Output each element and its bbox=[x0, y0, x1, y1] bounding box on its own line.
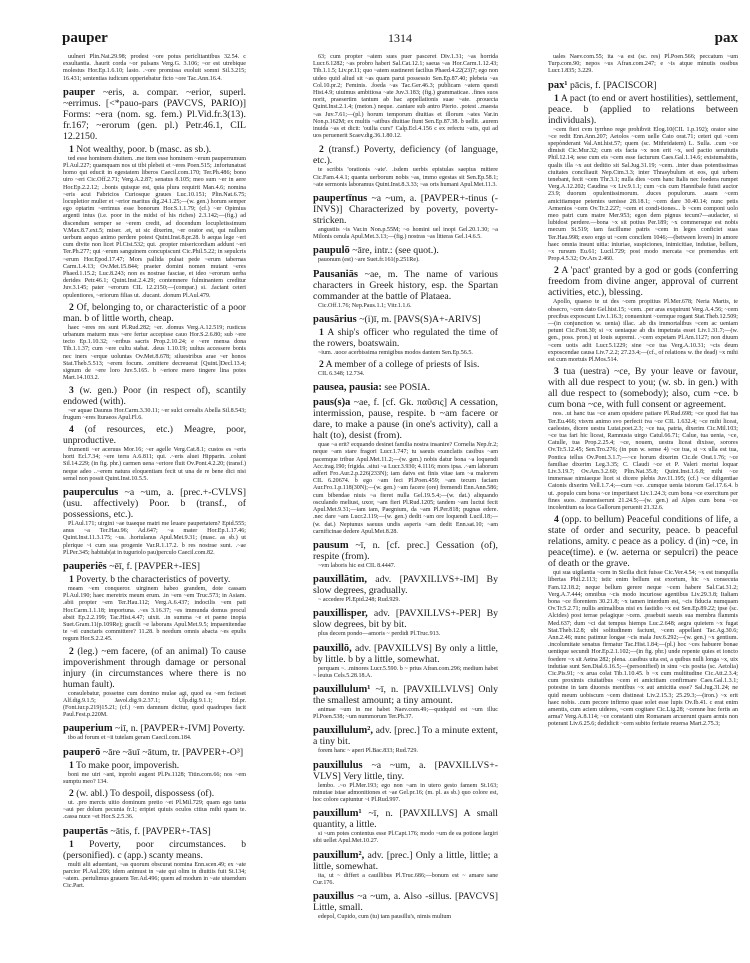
sense-number: 1 bbox=[554, 92, 559, 104]
citation-text: meam ~em conqueror. uirginem habeo grandem, dote cassam Pl.Aul.190; haec meretrix meum erum. .in ~em ~em Truc.573; in Asiam. .abii propter ~em Ter.Hau.112; Verg.A.6.437; indocilis ~em pati Hor.Carm.1.1.18; importuna. .~es 3.16.37; ~es immunda domus procul absit Ep.2.2.199; Tac.Hist.4.47; uixit. .in summa ~e et paene inopia Suet.Gram.11(p.109Re); gracili ~e laborans Apul.Met.9.5; impaenitendae te ~ei cunctaris committere? 11.28. b needum omnis abacta ~es epulis regum Hor.S.2.2.45. bbox=[63, 585, 246, 643]
headword: paupertīnus bbox=[313, 193, 368, 205]
dictionary-entry bbox=[313, 684, 498, 721]
headword: pausum bbox=[313, 539, 349, 551]
dictionary-entry bbox=[548, 80, 738, 729]
citation-text: haec ~eres res sunt Pl.Rud.282; ~er. .domus Verg.A.12.519; rusticus urbanum maturm mus ~ere fertur accepisse cauo Hor.S.2.6.80; sub ~ere tecto Ep.1.10.32; ~eribus sacris Prop.2.10.24; e ~ere mensa dona Tib.1.1.37; cum ~ere cultu stabat. .deus 1.10.19; uultus accessere bonis nec iners ~erque uoluntas Ov.Met.8.678; siluestribus arae ~er honos Stat.Theb.5.513; ~erem focum. .omittere decreuerat [Quint.]Decl.13.4; signum de ~ere loro Juv.5.165. b ~eriore mero tingere lina potes Mart.14.103.2. bbox=[63, 324, 246, 382]
citation-text: te scribis 'orationis ~ate'. .isdem uerbis epistulas saepius mittere Cic.Fam.4.4.1; quanta uerborum nobis ~as, immo egestas sit Sen.Ep.58.1; ~ate sermonis laboramus Quint.Inst.8.3.33; ~as oris humani Apul.Met.11.3. bbox=[313, 167, 498, 188]
sense-definition bbox=[63, 144, 246, 155]
headword: pauxillulum², bbox=[313, 725, 374, 737]
sense-definition bbox=[548, 93, 738, 126]
citation-text: perquam ~. .minores Lucr.5.590. b ~ prius Afran.com.296; medium habet ~ leuius Cels.5.28.18.A. bbox=[313, 665, 498, 679]
headword: pauxillātim, bbox=[313, 574, 367, 586]
grammar-etymology: ~ātis, f. [PAVPER+-TAS] bbox=[110, 825, 211, 837]
citation-text: plus decem pondo—amoris ~ perdidi Pl.Truc.913. bbox=[318, 631, 441, 638]
grammar-etymology: ~ae, m. The name of various characters in Greek history, esp. the Spartan commander at the battle of Plataea. bbox=[313, 268, 498, 302]
citation-text: consulebatur, possetne cum domino mulae agi, quod ea ~em fecisset Alf.dig.9.1.5; Javol.dig.9.2.37.1; Ulp.dig.9.1.1; Ed.pr.(Font.iur.p.219)15.21; (cf.) ~em damnum dicitur, quod quadrupes facit Paul.Fest.p.220M. bbox=[63, 690, 246, 719]
sense-definition bbox=[63, 574, 246, 585]
dictionary-entry bbox=[63, 54, 246, 83]
entry-head bbox=[313, 382, 498, 393]
headword: pauxillum², bbox=[313, 849, 365, 861]
headword: pauperō bbox=[63, 746, 101, 758]
headword: pauxillus bbox=[313, 890, 354, 902]
citation-text: edepol, Cupido, cum (tu) tam pausillu's, nimis multum bbox=[318, 913, 452, 920]
entry-head bbox=[313, 891, 498, 913]
headword: pauper bbox=[63, 86, 96, 98]
entry-head bbox=[313, 725, 498, 747]
headword: pausea, pausia: bbox=[313, 382, 382, 394]
sense-text: A member of a college of priests of Isis. bbox=[325, 359, 480, 371]
citation-text: ut. .pro mercis uitio dominum pretio ~et Pl.Mil.729; quam ego tanta ~aui per dolum pecunia fr.1; eripiet quiuis oculos citius mihi quam te. .cassa nuce ~et Hor.S.2.5.36. bbox=[63, 799, 246, 821]
citation-text: forem hanc ~ aperi Pl.Bac.833; Rud.729. bbox=[318, 748, 418, 755]
entry-head bbox=[313, 397, 498, 441]
headword: pauxillum¹ bbox=[313, 808, 362, 820]
entry-head bbox=[63, 826, 246, 837]
sense-definition bbox=[63, 424, 246, 446]
grammar-etymology: ~ī, n. [cf. prec.] Cessation (of), respite (from). bbox=[313, 539, 498, 562]
grammar-etymology: pācis, f. [PACISCOR] bbox=[569, 79, 657, 91]
headword: pauperiēs bbox=[63, 560, 107, 572]
headword: pauxillulus bbox=[313, 759, 363, 771]
grammar-etymology: adv. [prec.] Only a little, little; a little, somewhat. bbox=[313, 849, 498, 872]
headword: paus(s)a bbox=[313, 397, 351, 409]
sense-number: 1 bbox=[69, 573, 74, 585]
citation-text: boni me uiri ~ant, inprobi augent Pl.Ps.1128; Titin.com.66; nos ~em sumptu meo? 134. bbox=[63, 771, 246, 785]
headword: pauxillulum¹ bbox=[313, 683, 371, 695]
citation-text: nos. .ut hanc tua ~ce aram opsidere patiare Pl.Rud.698; ~ce quod fiat tua Ter.Eu.466; visvm animo svo perfecit tva ~ce CIL 1.632.4; ~ce mihi liceat, caelestes, dicere uestra Lutat.poet.2.3; ~ce tua, patria, dixerim Cic.Mil.103; ~ce tua fari hic liceat, Ramnusia uirgo Catul.66.71; Calue, tua uenia, ~ce, Catulle, tua Prop.2.25.4; ~ce, nouem, uestra liceat dixisse, sorores Ov.Tr.5.12.45; Sen.Tro.276; (in pun w. sense 4) ~ce tua, si ~x ulla est tua, Pontica tellus Ov.Pont.3.1.7;—~ce horum dixerim Cic.de Orat.1.76; ~ce familiae dixerim Leg.3.35; C. Claudi ~ce et P. Valeri mortui loquar Liv.3.19.7; Ov.Am.3.2.60; Plin.Nat.35.8; Quint.Inst.1.6.8; mihi ~ce immensae nimiaeque licet si dicere plebis Juv.11.195; (cf.) ~ce diligentiae Catonis dixerim Vell.1.7.4;—cum ~ce. .cumque uenia istorum Gel.17.6.4. b ut. .populo cum bona ~ce imperitaret Liv.1.24.3; cum bona ~ce exercitum per fines suos. .transmiserunt 21.24.5;—(w. gen.) ad Alpes cum bona ~ce incolentium ea loca Gallorum peruenit 21.32.6. bbox=[548, 411, 738, 511]
sense-number: 2 bbox=[69, 787, 74, 799]
entry-head bbox=[313, 643, 498, 665]
dictionary-entry bbox=[313, 725, 498, 755]
dictionary-entry bbox=[313, 891, 498, 921]
citation-text: qui sua uigilantia ~cem in Sicilia dicit fuisse Cic.Ver.4.54; ~x est tranquilla libertas Phil.2.113; istic enim bellum est exortum, hic ~x consecuta Fam.12.18.2; neque bellum gerere neque ~cem habere Sal.Cat.31.2; Verg.A.7.444; omnibus ~cis modo incuriose agentibus Liv.29.3.8; Italiam bona ~ce florentem 30.21.8; ~x tamen interdum est, ~cis fiducia numquam Ov.Tr.5.2.71; nullis animalibus nisi ex fastidio ~x est Sen.Ep.89.22; ipse (sc. Alcides) post terrae pelagique ~cem. .praebuit saeuis sua membra flammis Med.637; dum ~ci dat tempus hiemps Luc.2.648; aegra quietem ~x fugat Stat.Theb.12.8; ubi solitudinem faciunt, ~cem appellant Tac.Ag.30.6; Ann.2.46; nunc patimur longae ~cis mala Juv.6.292;—(w. gen.) ~x gentium. .incolumitate senatus firmatur Tac.Hist.1.84;—(pl.) hoc ~ces habuere bonae uentique secundi Hor.Ep.2.1.102;—(in fig. phr.) unde repente quies et ioncto foedere ~x sit Aetna 282; plena. .casibus uita est, a quibus nulli longa ~x, uix indutiae sunt Sen.Dial.6.16.5;—(personified) in sinu ~cis posita (sc. Aetolia) Cic.Pis.91; ~x arua colat Tib.1.10.45. b ~x cum multitudine Cic.Att.2.3.4; cum proximis ciuitatibus ~cem et amicitiam confirmare Caes.Gal.1.3.1; potestne in tam diuorsis mentibus ~x aut amicitia esse? Sal.Jug.31.24; ne quid meum uobiscum ~cem distineat Liv.2.15.3; 25.29.3;—(iron.) ~x erit haec nobis. .cum pecore infirmo quae solet esse lupis Ov.Ib.41. c erat enim amentis, cum aciem uideres, ~cem cogitare Cic.Lig.28; ~cemne huc fertis an arma? Verg.A.8.114; ~ce constanti uim Romanam arcuerunt quam armis non poterant Liv.6.25.6; dedidicit ~cem subito feritate reuersa Mart.2.75.3; bbox=[548, 570, 738, 728]
entry-head bbox=[313, 245, 498, 256]
entry-head bbox=[313, 684, 498, 706]
sense-definition bbox=[63, 302, 246, 324]
sense-number: 2 bbox=[69, 301, 74, 313]
sense-definition bbox=[63, 839, 246, 861]
headword: pauxillō, bbox=[313, 642, 352, 654]
entry-head bbox=[313, 574, 498, 596]
citation-text: Apollo, quaeso te ut des ~cem propitius Pl.Mer.678; Neria Martis, te obsecro, ~cem dato Gel.hist.15; ~cem. .per aras exquirunt Verg.A.4.56; ~cem precibus exposcunt Liv.1.16.3; conueniunt ~cemque rogant Stat.Theb.12.509;—(in conjunction w. uenia) illac. .ab dis immortalibus ~cem ac ueniam petunt Cic.Font.30; si ~x ueniaque ab dis impetrata esset Liv.1.31.7;—(w. gen., poss. pron.) ut Iouis supremi. .~cem expetam Pl.Am.1127; non diuum ~cem uotis adit Lucr.5.1229; sine ~ce tua Verg.A.10.31; ~cis deum exposcendae causa Liv.7.2.2; 27.23.4;—(cf., of relations w. the dead) ~x mihi est cum mortuis Pl.Mos.514. bbox=[548, 299, 738, 364]
sense-definition bbox=[313, 359, 498, 370]
headword: pax¹ bbox=[548, 79, 568, 91]
page-number: 1314 bbox=[388, 31, 412, 45]
entry-head bbox=[63, 487, 246, 520]
sense-text: Of, belonging to, or characteristic of a poor man. b of little worth, cheap. bbox=[63, 301, 246, 324]
entry-head bbox=[63, 747, 246, 758]
sense-number: 2 bbox=[319, 359, 324, 371]
citation-text: Pl.Aul.171; uirgini ~ae tuaeque matri me leuare paupertatem? Epid.555; anus ~a Ter.Hau.96; Ad.647; ~a mater Hor.Ep.1.17.46; Quint.Inst.11.3.175; ~us. .hortulanus Apul.Met.9.31; (masc. as sb.) ut plerique ~i cum sua progenie Var.R.1.17.2. b res nostrae sunt. .~ae Pl.Per.345; habitab(at in tuguriolo pau)perculo Caecil.com.82. bbox=[63, 520, 246, 556]
dictionary-entry bbox=[63, 561, 246, 719]
dictionary-entry bbox=[313, 808, 498, 845]
running-header bbox=[62, 30, 738, 50]
citation-text: multi alii aduentant, ~as quorum obscurat nomina Enn.scen.49; ex ~ate parcior Pl.Aul.206; idem animust in ~ate qui olim in diuitiis fuit St.134; ~atem. .pertulimus grauem Ter.Ad.496; quem ad modum in ~ate uiuendum Cic.Part. bbox=[63, 861, 246, 890]
grammar-etymology: adv. [PAVXILLVS+-IM] By slow degrees, gradually. bbox=[313, 574, 498, 597]
dictionary-entry bbox=[63, 723, 246, 742]
running-head-right: pax bbox=[714, 30, 738, 46]
sense-definition bbox=[63, 646, 246, 690]
dictionary-entry bbox=[313, 314, 498, 378]
headword: pausārius bbox=[313, 313, 357, 325]
sense-text: To make poor, impoverish. bbox=[76, 759, 180, 771]
dictionary-entry bbox=[313, 193, 498, 241]
dictionary-entry bbox=[313, 760, 498, 805]
sense-text: (w. gen.) Poor (in respect of), scantily endowed (with). bbox=[63, 384, 247, 407]
sense-text: A ship's officer who regulated the time of the rowers, boatswain. bbox=[313, 326, 499, 349]
grammar-etymology: ~ae, f. [cf. Gk. παῦσις] A cessation, intermission, pause, respite. b ~am facere or dare, to make a pause (in one's activity), call a halt (to), desist (from). bbox=[313, 397, 498, 442]
sense-text: (opp. to bellum) Peaceful conditions of life, a state of order and security, peace. b peaceful relations, amity. c peace as a policy. d (in) ~ce, in peace(time). e (w. aeterna or sepulcri) the peace of death or the grave. bbox=[548, 514, 738, 570]
sense-definition bbox=[313, 144, 498, 166]
citation-text: lembo. .~o Pl.Mer.193; ego non ~am in utero gesto famem St.163; minutae istae admonitiones et ~ae Gel.pr.16; (m. pl. as sb.) quo colore est, hoc colore capiuntur ~i Pl.Rud.997. bbox=[313, 782, 498, 803]
sense-number: 3 bbox=[69, 384, 74, 396]
grammar-etymology: ~a ~um, a. [PAVPER+-tinus (-INVS)] Characterized by poverty, poverty-stricken. bbox=[313, 193, 499, 227]
grammar-etymology: adv. [PAVXILLVS+-PER] By slow degrees, bit by bit. bbox=[313, 608, 499, 631]
entry-head bbox=[313, 540, 498, 562]
sense-number: 4 bbox=[554, 514, 559, 526]
entry-head bbox=[63, 561, 246, 572]
sense-definition bbox=[548, 514, 738, 569]
headword: pauperium bbox=[63, 723, 113, 735]
sense-text: tua (uestra) ~ce, By your leave or favour, with all due respect to you; (w. sb. in gen.) with all due respect to (somebody); also, cum ~ce. b cum bona ~ce, with full consent or agreement. bbox=[548, 366, 738, 411]
entry-head bbox=[313, 608, 498, 630]
entry-head bbox=[313, 193, 498, 226]
sense-number: 2 bbox=[554, 265, 559, 277]
column-3 bbox=[548, 50, 738, 729]
dictionary-entry bbox=[313, 850, 498, 887]
grammar-etymology: ~(i)ī, m. [PAVS(S)A+-ARIVS] bbox=[359, 313, 481, 325]
sense-text: Poverty. b the characteristics of poverty. bbox=[76, 573, 231, 585]
citation-text: angustiis ~is Var.in Non.p.55M; ~o homini uel inopi Gel.20.1.30; ~a Milonis cenula Apul.Met.3.13;—(fig.) nostras ~as litteras Gel.14.6.5. bbox=[313, 227, 498, 241]
grammar-etymology: adv. [PAVXILLVS] By only a little, by little. b by a little, somewhat. bbox=[313, 642, 498, 665]
sense-definition bbox=[548, 366, 738, 410]
citation-text: animae ~um in me habet Naev.com.49;—quidquid est ~um illuc Pl.Poen.538; ~um nummorum Ter.Ph.37. bbox=[313, 706, 498, 721]
entry-head bbox=[313, 314, 498, 325]
grammar-etymology: ~iī, n. [PAVPER+-IVM] Poverty. bbox=[115, 723, 245, 735]
headword: paupulō bbox=[313, 245, 350, 257]
entry-head bbox=[313, 850, 498, 872]
sense-number: 3 bbox=[554, 366, 559, 378]
citation-text: ita, ut ~ differt a cauillibus Pl.Truc.686;—bonum est ~ amare sane Cur.176. bbox=[313, 872, 498, 886]
dictionary-entry bbox=[313, 382, 498, 393]
citation-text: ted esse hominem diuitem. .me item esse hominem ~erum pauperrumum Pl.Aul.227; quamquam nos ui tibi plebeii et ~eres Poen.515; .infortunatust homo qui educit in egestatem liberos Caecil.com.170; Ter.Ph.486; bono uiro ~eri Cic.Off.2.71; Verg.A.2.87; senatus 8.105; meo sum ~er in aere Hor.Ep.2.2.12; ..bonis quisque est, quia plura requirit Man.4.6; nomina ~eris acui Fabricios Curiosque graues Luc.10.151; Plin.Nat.6.75; locupletior mulier et ~erior maritus dig.24.1.25;—(w. gen.) horum semper ego optarim ~errimus esse bonorum Hor.S.1.1.79; (cf.) ~er Opimius argenti intus (i.e. poor in the midst of his riches) 2.3.142;—(fig.) ad discendum semper se ~erem credit, ad docendum locupletissimum V.Max.8.7.ext.5; miser. .et, ut sic dixerim, ~er orator est, qui nullum uerbum aequo animo perdere potest Quint.Inst.8.pr.28. b aequa lege ~eri cum divite non licet Pl.Cist.532; qui. .propter misericordiam addunt ~eri Ter.Ph.277; qui ~erum sanguinem concupiscunt Cic.Phil.5.22; in sepulcris ~erum Hor.Epod.17.47; Mors pallida pulsat pede ~erum tabernas Carm.1.4.13; Ov.Met.15.844; praeter domini nomen mutant ~eres Phaed.1.15.2; Luc.8.243; non es nostrae fasciae, et ideo ~erorum uerba derides Petr.46.1; Quint.Inst.2.4.29; contemnere fulminantem creditur Juv.3.145; pater ~erorum CIL 12.2150;—(compar.) si. .faciant ceteri opulentiores, ~eriorum filias ut. .ducant. .donum Pl.Aul.479. bbox=[63, 155, 246, 299]
dictionary-entry bbox=[313, 643, 498, 680]
grammar-etymology: ~ī, n. [PAVXILLVS] A small quantity, a little. bbox=[313, 808, 498, 831]
entry-head bbox=[313, 760, 498, 782]
citation-text: ~ium. .uoce acerbissima remigibus modos dantem Sen.Ep.56.5. bbox=[318, 349, 473, 356]
sense-definition bbox=[63, 788, 246, 799]
sense-number: 1 bbox=[69, 759, 74, 771]
entry-head bbox=[63, 87, 246, 142]
grammar-etymology: ~āre ~āuī ~ātum, tr. [PAVPER+-O³] bbox=[102, 746, 244, 758]
dictionary-entry bbox=[313, 608, 498, 638]
grammar-etymology: ~eris, a. compar. ~erior, superl. ~errimus. [<*pauo-pars (PAVCVS, PARIO)] Forms: ~era (nom. sg. fem.) Pl.Vid.fr.3(13). fr.167; ~erorum (gen. pl.) Petr.46.1, CIL 12.2150. bbox=[63, 86, 246, 142]
sense-number: 1 bbox=[69, 143, 74, 155]
dictionary-entry bbox=[313, 397, 498, 536]
dictionary-entry bbox=[63, 487, 246, 557]
citation-text: uales Naev.com.55; ita ~a est (sc. res) Pl.Poen.566; peccatum ~um Turp.com.90; nepos ~us Afran.com.247; e ~is atque minutis ossibus Lucr.1.835; 3.229. bbox=[548, 54, 738, 75]
sense-text: (transf.) Poverty, deficiency (of language, etc.). bbox=[313, 144, 498, 167]
dictionary-entry bbox=[313, 54, 498, 140]
entry-head bbox=[548, 80, 738, 91]
citation-text: frumenti ~er aceruus Mor.16; ~er agelle Verg.Cat.8.1; custos es ~eris horti Ecl.7.34; ~ere terra A.6.811; qui. .~eris aluei Hipparin. .colunt Sil.14.229; (in fig. phr.) carmen uena ~eriore fluit Ov.Pont.4.2.20; (transf.) neque adeo ..~erem natura eloquentiam fecit ut una de re bene dici nisi semel non possit Quint.Inst.10.5.5. bbox=[63, 446, 246, 482]
entry-head bbox=[313, 808, 498, 830]
sense-text: A pact (to end or avert hostilities), settlement, peace. b (applied to relations between individuals). bbox=[548, 92, 738, 126]
sense-number: 2 bbox=[319, 144, 324, 156]
citation-text: ~ accedere Pl.Epid.248; Rud.929. bbox=[318, 597, 400, 604]
headword: Pausaniās bbox=[313, 268, 358, 280]
headword: paupertās bbox=[63, 825, 108, 837]
sense-text: Not wealthy, poor. b (masc. as sb.). bbox=[76, 143, 212, 155]
sense-definition bbox=[63, 760, 246, 771]
citation-text: ~cem fieri cvm tyrrhno rege prohibvit Elog.10(CIL 1.p.192); orator sine ~ce redit Enn.Ann.207; Aetolos ~cem uelle Cato orat.71; ceteri qui ~cem spepònderant Val.Ant.hist.57; quem (sc. Mithridatem) L. Sulla. .cum ~ce dimisit Cic.Mur.32; cum eis facta ~x non erit ~x, sed pactio seruitutis Phil.12.14; sese cum eis ~cem esse facturum Caes.Gal.1.14.6; existumabitis, qualis illa ~x aut deditio sit Sal.Jug.31.19; ~cem. .inter duas potentissimas ciuitates conciliauit Nep.Cim.3.3; inter Thrasybulum et eos, qui urbem tenebant, fecit ~cem Thr.3.1; nulla dies ~cem hanc Italis nec foedera rumpet Verg.A.12.202; Caudina ~x Liv.9.1.1; cum ~cis cum Hannibale fuisti auctor 23.9; duorum opulentissimorum. .duces populorum. .suam ~cem amicitiamque petentes uenisse 28.18.1; ~cem dare 30.40.14; nunc petis Armenios ~cem Ov.Tr.2.227; ~cem et condi-tiones... b ~cem componi uolo meo patri cum matre Mer.953; egon dem pignus tecum?—audacter, si lubidost perdere.—bona ~x sit potius Per.189; ~x commersque est nobis mecum St.519; tam facillume patris ~cem in leges conficiet suas Ter.Hau.998; exeo ergo ut ~cem concilem 1046;—(between lovers) in amore haec omnia insunt uitia: iniuriae, suspiciones, inimicitiae, indutiae, bellum, ~x rursum Eu.61; Lucil.729; post modo mercata ~ce premendus erit Prop.4.5.32; Ov.Ars 2.460. bbox=[548, 126, 738, 263]
grammar-etymology: ~āre, intr.: (see quot.). bbox=[352, 245, 439, 257]
dictionary-entry bbox=[313, 574, 498, 604]
citation-text: quae ~a erit? ecquando desinet familia nostra insanire? Cornelia Nep.fr.2; neque ~am stare fragori Lucr.1.747; tu saeuis exanclatis casibus ~am pacemque tribue Apul.Met.11.2;—(w. gen.) nobis datur bona ~a loquendi Acc.trag.190; frigida. .situi ~a Lucr.3.930; 4.1116; mors ipsa. .~am laborum adfert Fro.Aur.2.p.226(233N); iam datvs est finis vitae iam ~a malorvm CIL 6.20674. b ego ~am feci Pl.Poen.459; ~am tecum faciam Aur.Fro.1.p.118(30N);—(w. gen.) ~am facere (ore) fremendi Enn.Ann.586; cum bibendae niuis ~a fieret nulla Gel.19.5.4;—(w. dat.) aliquando osculando meliust, uxor, ~am fieri Pl.Rud.1205; tandem ~am luctui fecit Apul.Met.9.31;—iam iam, Paegnium, da ~am Pl.Per.818; pugnas edere. .nec dare ~am Lucr.2.119;—(w. gen.) dedit ~am ore loquendi Lucil.18;—(w. dat.) Neptunus saeuus undis asperis ~am dedit Enn.sat.10; ~am carnificinae dedere Apul.Met.8.28. bbox=[313, 442, 498, 535]
dictionary-entry bbox=[63, 826, 246, 891]
grammar-etymology: ~a ~um, a. Also -sillus. [PAVCVS] Little, small. bbox=[313, 890, 498, 913]
headword: pauxillisper, bbox=[313, 608, 368, 620]
sense-definition bbox=[548, 265, 738, 298]
column-2 bbox=[313, 50, 498, 921]
running-head-left: pauper bbox=[62, 30, 108, 46]
dictionary-entry bbox=[63, 747, 246, 822]
grammar-etymology: ~ēī, f. [PAVPER+-IES] bbox=[109, 560, 201, 572]
dictionary-entry bbox=[313, 245, 498, 264]
sense-text: A 'pact' granted by a god or gods (conferring freedom from divine anger, approval of current activities, etc.), blessing. bbox=[548, 265, 739, 299]
sense-text: (w. abl.) To despoil, dispossess (of). bbox=[76, 787, 215, 799]
citation-text: Cic.Off.1.76; Nep.Paus.1.1; Vitr.1.1.6. bbox=[318, 302, 412, 309]
citation-text: si ~um potes contentus esse Pl.Capt.176; modo ~um de ea potione largiri sibi uellet Apul.Met.10.27. bbox=[313, 831, 498, 845]
citation-text: uulneri Plin.Nat.29.98; prodest ~ore potus periclitantibus 32.54. c exsultantia. .haurit corda ~or pulsans Verg.G. 3.106; ~or est utrebique molestus Hor.Ep.1.6.10; lasto. .~ore promissa euoluit somni Sil.3.215; 16.431; sententias iudicum opperiebatur ficto ~ore Tac.Ann.16.4. bbox=[63, 54, 246, 82]
sense-text: Poverty, poor circumstances. b (personified). c (app.) scanty means. bbox=[63, 838, 247, 861]
citation-text: ~er aquae Daunus Hor.Carm.3.30.11; ~er sulci cerealis Abella Sil.8.543; frugum ~eres Ituraeos Apul.Fl.6. bbox=[63, 407, 246, 421]
grammar-etymology: adv. [prec.] To a minute extent, a tiny bit. bbox=[313, 725, 498, 748]
citation-text: 63; cum propter ~atem sues puer pasceret Div.1.31; ~as horrida Lucr.6.1282; ~as probro haberi Sal.Cat.12.1; saeua ~as Hor.Carm.1.12.43; Tib.1.1.5; Liv.pr.11; quo ~atem sustineret facilius Phaed.4.22(23)7; ego non uideo quid aliud sit ~as quam parui possessio Sen.Ep.87.40; plebeia ~as Col.10.pr.2; Feminis. .foeda ~as Tac.Ger.46.3; publicam ~atem questi Hist.4.9; uiuimus ambitiosa ~ate Juv.3.183; (fig.) grammaticae. .fines suos norit, praesertim tantum ab hac appellationis suae ~ate. .prouecta Quint.Inst.2.1.4; (meton.) neque. .cantare sub antro Pierio. .potest ..maesta ~as Juv.7.61;—(pl.) horum temporum diuitias et illorum ~ates Var.in Non.p.162M; ex multis ~atibus diuitiae fiunt Sen.Ep.87.38. b uellit. .aurem inuida ~as et dicit: 'ouilia curs!' Calp.Ecl.4.156 c ex refectu ~atis, qui ad uos peruenerit Scaev.dig.36.1.80.12. bbox=[313, 54, 498, 140]
dictionary-entry bbox=[313, 540, 498, 570]
sense-number: 4 bbox=[69, 423, 74, 435]
sense-text: (leg.) ~em facere, (of an animal) To cause impoverishment through damage or personal injury (in circumstances where there is no human fault). bbox=[63, 645, 246, 690]
citation-text: pauonum (est) ~are Suet.fr.161(p.251Re). bbox=[318, 257, 420, 264]
citation-text: CIL 6.348; 12.734. bbox=[318, 371, 365, 378]
sense-number: 1 bbox=[319, 326, 324, 338]
grammar-etymology: ~a ~um, a. [PAVXILLVS+-VLVS] Very little, tiny. bbox=[313, 759, 498, 782]
entry-head bbox=[63, 723, 246, 734]
column-1 bbox=[63, 50, 246, 890]
sense-number: 1 bbox=[69, 838, 74, 850]
entry-head bbox=[313, 269, 498, 302]
dictionary-entry bbox=[548, 54, 738, 76]
citation-text: ~vm laboris hic est CIL 8.4447. bbox=[318, 562, 396, 569]
dictionary-entry bbox=[313, 144, 498, 189]
grammar-etymology: ~ī, n. [PAVXILLVLVS] Only the smallest amount; a tiny amount. bbox=[313, 683, 498, 706]
sense-number: 2 bbox=[69, 645, 74, 657]
sense-text: (of resources, etc.) Meagre, poor, unproductive. bbox=[63, 423, 246, 446]
sense-definition bbox=[313, 327, 498, 349]
headword: pauperculus bbox=[63, 486, 119, 498]
grammar-etymology: see POSIA. bbox=[384, 382, 431, 394]
dictionary-entry bbox=[63, 87, 246, 483]
grammar-etymology: ~a ~um, a. [prec.+-CVLVS] (usu. affectively) Poor. b (transf., of possessions, etc.). bbox=[63, 486, 246, 520]
citation-text: ibo ad forum et ~ii tutelam geram Caecil.com.184. bbox=[68, 735, 192, 742]
sense-definition bbox=[63, 385, 246, 407]
dictionary-entry bbox=[313, 269, 498, 310]
